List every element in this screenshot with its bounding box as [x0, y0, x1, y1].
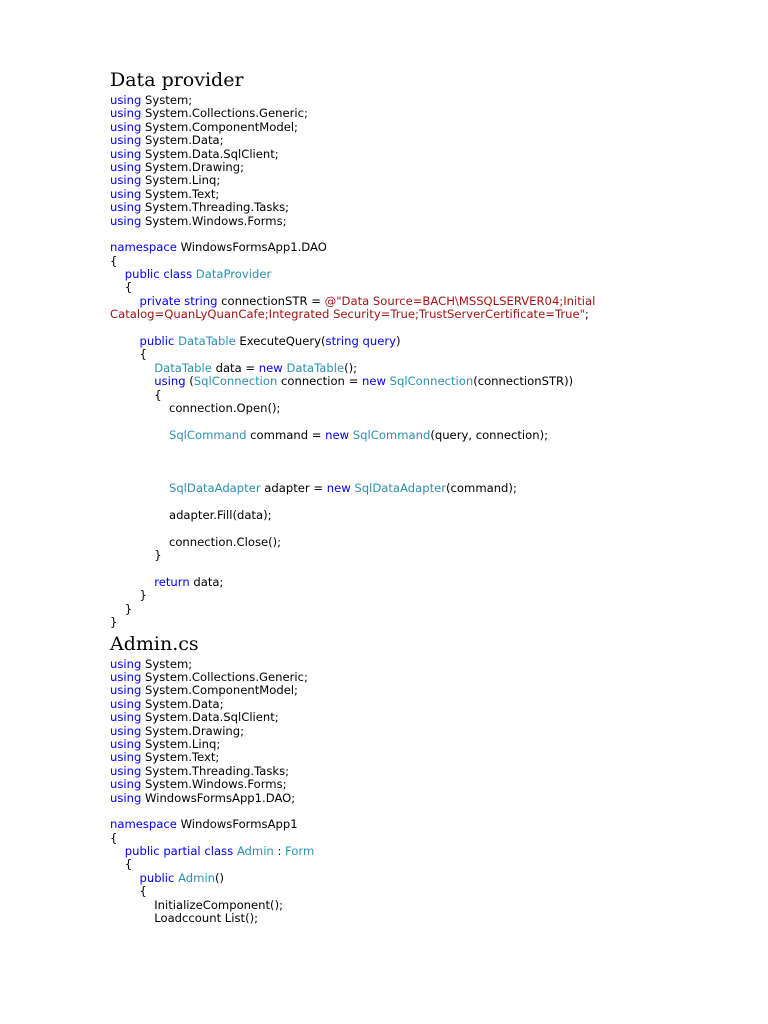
code-line — [110, 858, 750, 871]
code-text: connection = — [277, 374, 362, 389]
code-text: System.Windows.Forms; — [141, 777, 287, 792]
code-keyword: namespace — [110, 817, 177, 832]
code-text: System.Data.SqlClient; — [141, 146, 279, 161]
code-keyword: using — [110, 173, 142, 188]
code-text: connection.Close(); — [110, 534, 282, 549]
code-keyword: public — [139, 870, 175, 885]
code-text — [110, 374, 154, 388]
code-text: System.Data.SqlClient; — [141, 710, 279, 725]
code-keyword: using — [110, 133, 142, 148]
code-keyword: new — [325, 427, 350, 442]
code-line — [110, 348, 750, 361]
code-keyword: new — [326, 481, 351, 496]
code-keyword: using — [110, 750, 142, 765]
code-line — [110, 308, 750, 321]
code-line — [110, 241, 750, 254]
code-text: System.Threading.Tasks; — [141, 763, 290, 778]
code-keyword: using — [110, 670, 142, 685]
code-line — [110, 161, 750, 174]
code-text: adapter = — [260, 481, 327, 496]
code-type: SqlDataAdapter — [354, 481, 447, 496]
code-text: System.Drawing; — [141, 723, 245, 738]
code-type: DataProvider — [195, 267, 272, 282]
code-text: () — [215, 870, 225, 885]
code-line — [110, 589, 750, 602]
code-keyword: using — [110, 696, 142, 711]
code-keyword: public — [139, 334, 175, 349]
code-line — [110, 496, 750, 509]
code-line — [110, 872, 750, 885]
code-type: SqlCommand — [168, 427, 247, 442]
code-text: InitializeComponent(); — [110, 897, 284, 912]
code-line — [110, 576, 750, 589]
code-text: connection.Open(); — [110, 400, 281, 415]
code-keyword: using — [110, 146, 142, 161]
code-keyword: namespace — [110, 240, 177, 255]
code-line — [110, 429, 750, 442]
code-keyword: using — [110, 119, 142, 134]
code-line — [110, 335, 750, 348]
code-text: WindowsFormsApp1.DAO — [176, 240, 327, 255]
code-line — [110, 134, 750, 147]
code-keyword: new — [361, 374, 386, 389]
code-text: WindowsFormsApp1.DAO; — [141, 790, 296, 805]
code-keyword: using — [110, 790, 142, 805]
code-line — [110, 711, 750, 724]
code-text: { — [110, 884, 147, 899]
code-text — [110, 844, 125, 858]
code-line — [110, 912, 750, 925]
code-line — [110, 322, 750, 335]
code-keyword: public — [124, 267, 160, 282]
code-line — [110, 442, 750, 455]
code-keyword: using — [154, 374, 186, 389]
code-type: DataTable — [154, 360, 212, 375]
code-text: Loadccount List(); — [110, 911, 259, 926]
code-line — [110, 148, 750, 161]
code-type: SqlConnection — [389, 374, 474, 389]
code-type: Form — [285, 844, 315, 859]
code-text — [110, 294, 139, 308]
code-text: { — [110, 387, 162, 402]
code-type: DataTable — [178, 334, 236, 349]
code-text: } — [110, 615, 118, 630]
code-text: System.Linq; — [141, 173, 221, 188]
code-type: SqlCommand — [352, 427, 431, 442]
code-text: (query, connection); — [430, 427, 548, 442]
code-keyword: using — [110, 93, 142, 107]
code-text: System.Collections.Generic; — [141, 106, 308, 121]
code-line — [110, 765, 750, 778]
code-keyword: class — [163, 267, 193, 282]
code-keyword: using — [110, 723, 142, 738]
code-keyword: public — [124, 844, 160, 859]
code-text: System.Windows.Forms; — [141, 213, 287, 228]
code-text: System.Data; — [141, 696, 224, 711]
code-line — [110, 698, 750, 711]
code-line — [110, 295, 750, 308]
code-text: System.Threading.Tasks; — [141, 200, 290, 215]
code-text: { — [110, 857, 133, 872]
code-keyword: class — [204, 844, 234, 859]
code-line — [110, 375, 750, 388]
code-string: @"Data Source=BACH\MSSQLSERVER04;Initial — [324, 293, 596, 308]
code-line — [110, 469, 750, 482]
code-line — [110, 482, 750, 495]
code-text: : — [273, 844, 286, 859]
code-line — [110, 415, 750, 428]
code-keyword: using — [110, 710, 142, 725]
code-type: Admin — [178, 870, 216, 885]
code-line — [110, 805, 750, 818]
code-line — [110, 509, 750, 522]
code-text: System.Text; — [141, 750, 220, 765]
code-line — [110, 281, 750, 294]
code-text: System; — [141, 93, 193, 107]
code-keyword: using — [110, 200, 142, 215]
code-line — [110, 174, 750, 187]
code-type: SqlConnection — [193, 374, 278, 389]
code-text: } — [110, 601, 133, 616]
code-line — [110, 684, 750, 697]
code-block-data-provider — [110, 94, 750, 630]
code-line — [110, 121, 750, 134]
code-line — [110, 456, 750, 469]
code-text — [110, 481, 169, 495]
code-keyword: string — [184, 293, 218, 308]
code-keyword: using — [110, 683, 142, 698]
code-keyword: using — [110, 106, 142, 121]
code-line — [110, 738, 750, 751]
code-line — [110, 832, 750, 845]
code-text — [110, 575, 154, 589]
code-text: data; — [189, 575, 224, 590]
code-line — [110, 549, 750, 562]
code-keyword: using — [110, 736, 142, 751]
code-type: DataTable — [286, 360, 345, 375]
code-line — [110, 885, 750, 898]
document-page — [110, 66, 750, 925]
code-line — [110, 228, 750, 241]
code-text: System.Linq; — [141, 736, 221, 751]
code-line — [110, 402, 750, 415]
code-text: data = — [211, 360, 259, 375]
code-text: (connectionSTR)) — [473, 374, 574, 389]
code-text: adapter.Fill(data); — [110, 508, 272, 523]
code-string: Catalog=QuanLyQuanCafe;Integrated Security=True;TrustServerCertificate=True" — [110, 307, 585, 322]
code-keyword: string — [325, 334, 359, 349]
code-line — [110, 563, 750, 576]
code-line — [110, 616, 750, 629]
code-text — [110, 361, 154, 375]
code-text: (); — [344, 360, 358, 375]
code-text — [110, 871, 139, 885]
code-keyword: using — [110, 777, 142, 792]
code-text: (command); — [446, 481, 517, 496]
code-line — [110, 671, 750, 684]
code-type: SqlDataAdapter — [168, 481, 261, 496]
code-text: ; — [584, 307, 589, 322]
code-text: ) — [395, 334, 401, 349]
code-line — [110, 94, 750, 107]
section-heading-admin: Admin.cs — [110, 632, 199, 655]
code-text: { — [110, 253, 118, 268]
code-text — [110, 428, 169, 442]
code-keyword: using — [110, 159, 142, 174]
code-text: ExecuteQuery( — [235, 334, 326, 349]
code-text: { — [110, 347, 147, 362]
code-type: Admin — [236, 844, 274, 859]
code-keyword: using — [110, 763, 142, 778]
code-keyword: using — [110, 186, 142, 201]
code-keyword: using — [110, 656, 142, 671]
code-line — [110, 751, 750, 764]
code-text: { — [110, 280, 133, 295]
code-line — [110, 725, 750, 738]
code-keyword: using — [110, 213, 142, 228]
code-line — [110, 188, 750, 201]
code-text: System; — [141, 656, 193, 671]
code-text: } — [110, 588, 147, 603]
code-text: System.ComponentModel; — [141, 683, 298, 698]
code-text: System.Collections.Generic; — [141, 670, 308, 685]
code-text: ( — [185, 374, 194, 389]
code-text: System.ComponentModel; — [141, 119, 298, 134]
code-line — [110, 362, 750, 375]
code-line — [110, 255, 750, 268]
code-text: { — [110, 830, 118, 845]
code-text: System.Data; — [141, 133, 224, 148]
code-keyword: partial — [163, 844, 201, 859]
code-text: WindowsFormsApp1 — [176, 817, 298, 832]
code-text: connectionSTR = — [217, 293, 325, 308]
code-keyword: return — [154, 575, 190, 590]
code-line — [110, 268, 750, 281]
code-keyword: query — [362, 334, 396, 349]
code-text: command = — [246, 427, 326, 442]
code-text — [110, 267, 125, 281]
code-line — [110, 536, 750, 549]
code-line — [110, 845, 750, 858]
code-text — [110, 334, 139, 348]
code-line — [110, 107, 750, 120]
code-keyword: private — [139, 293, 181, 308]
code-text: System.Drawing; — [141, 159, 245, 174]
code-text: } — [110, 548, 162, 563]
code-line — [110, 215, 750, 228]
code-line — [110, 778, 750, 791]
section-heading-data-provider: Data provider — [110, 69, 244, 91]
code-line — [110, 792, 750, 805]
code-line — [110, 899, 750, 912]
code-line — [110, 201, 750, 214]
code-line — [110, 818, 750, 831]
code-line — [110, 658, 750, 671]
code-text: System.Text; — [141, 186, 220, 201]
code-block-admin — [110, 658, 750, 926]
code-line — [110, 603, 750, 616]
code-line — [110, 389, 750, 402]
code-line — [110, 523, 750, 536]
code-keyword: new — [258, 360, 283, 375]
